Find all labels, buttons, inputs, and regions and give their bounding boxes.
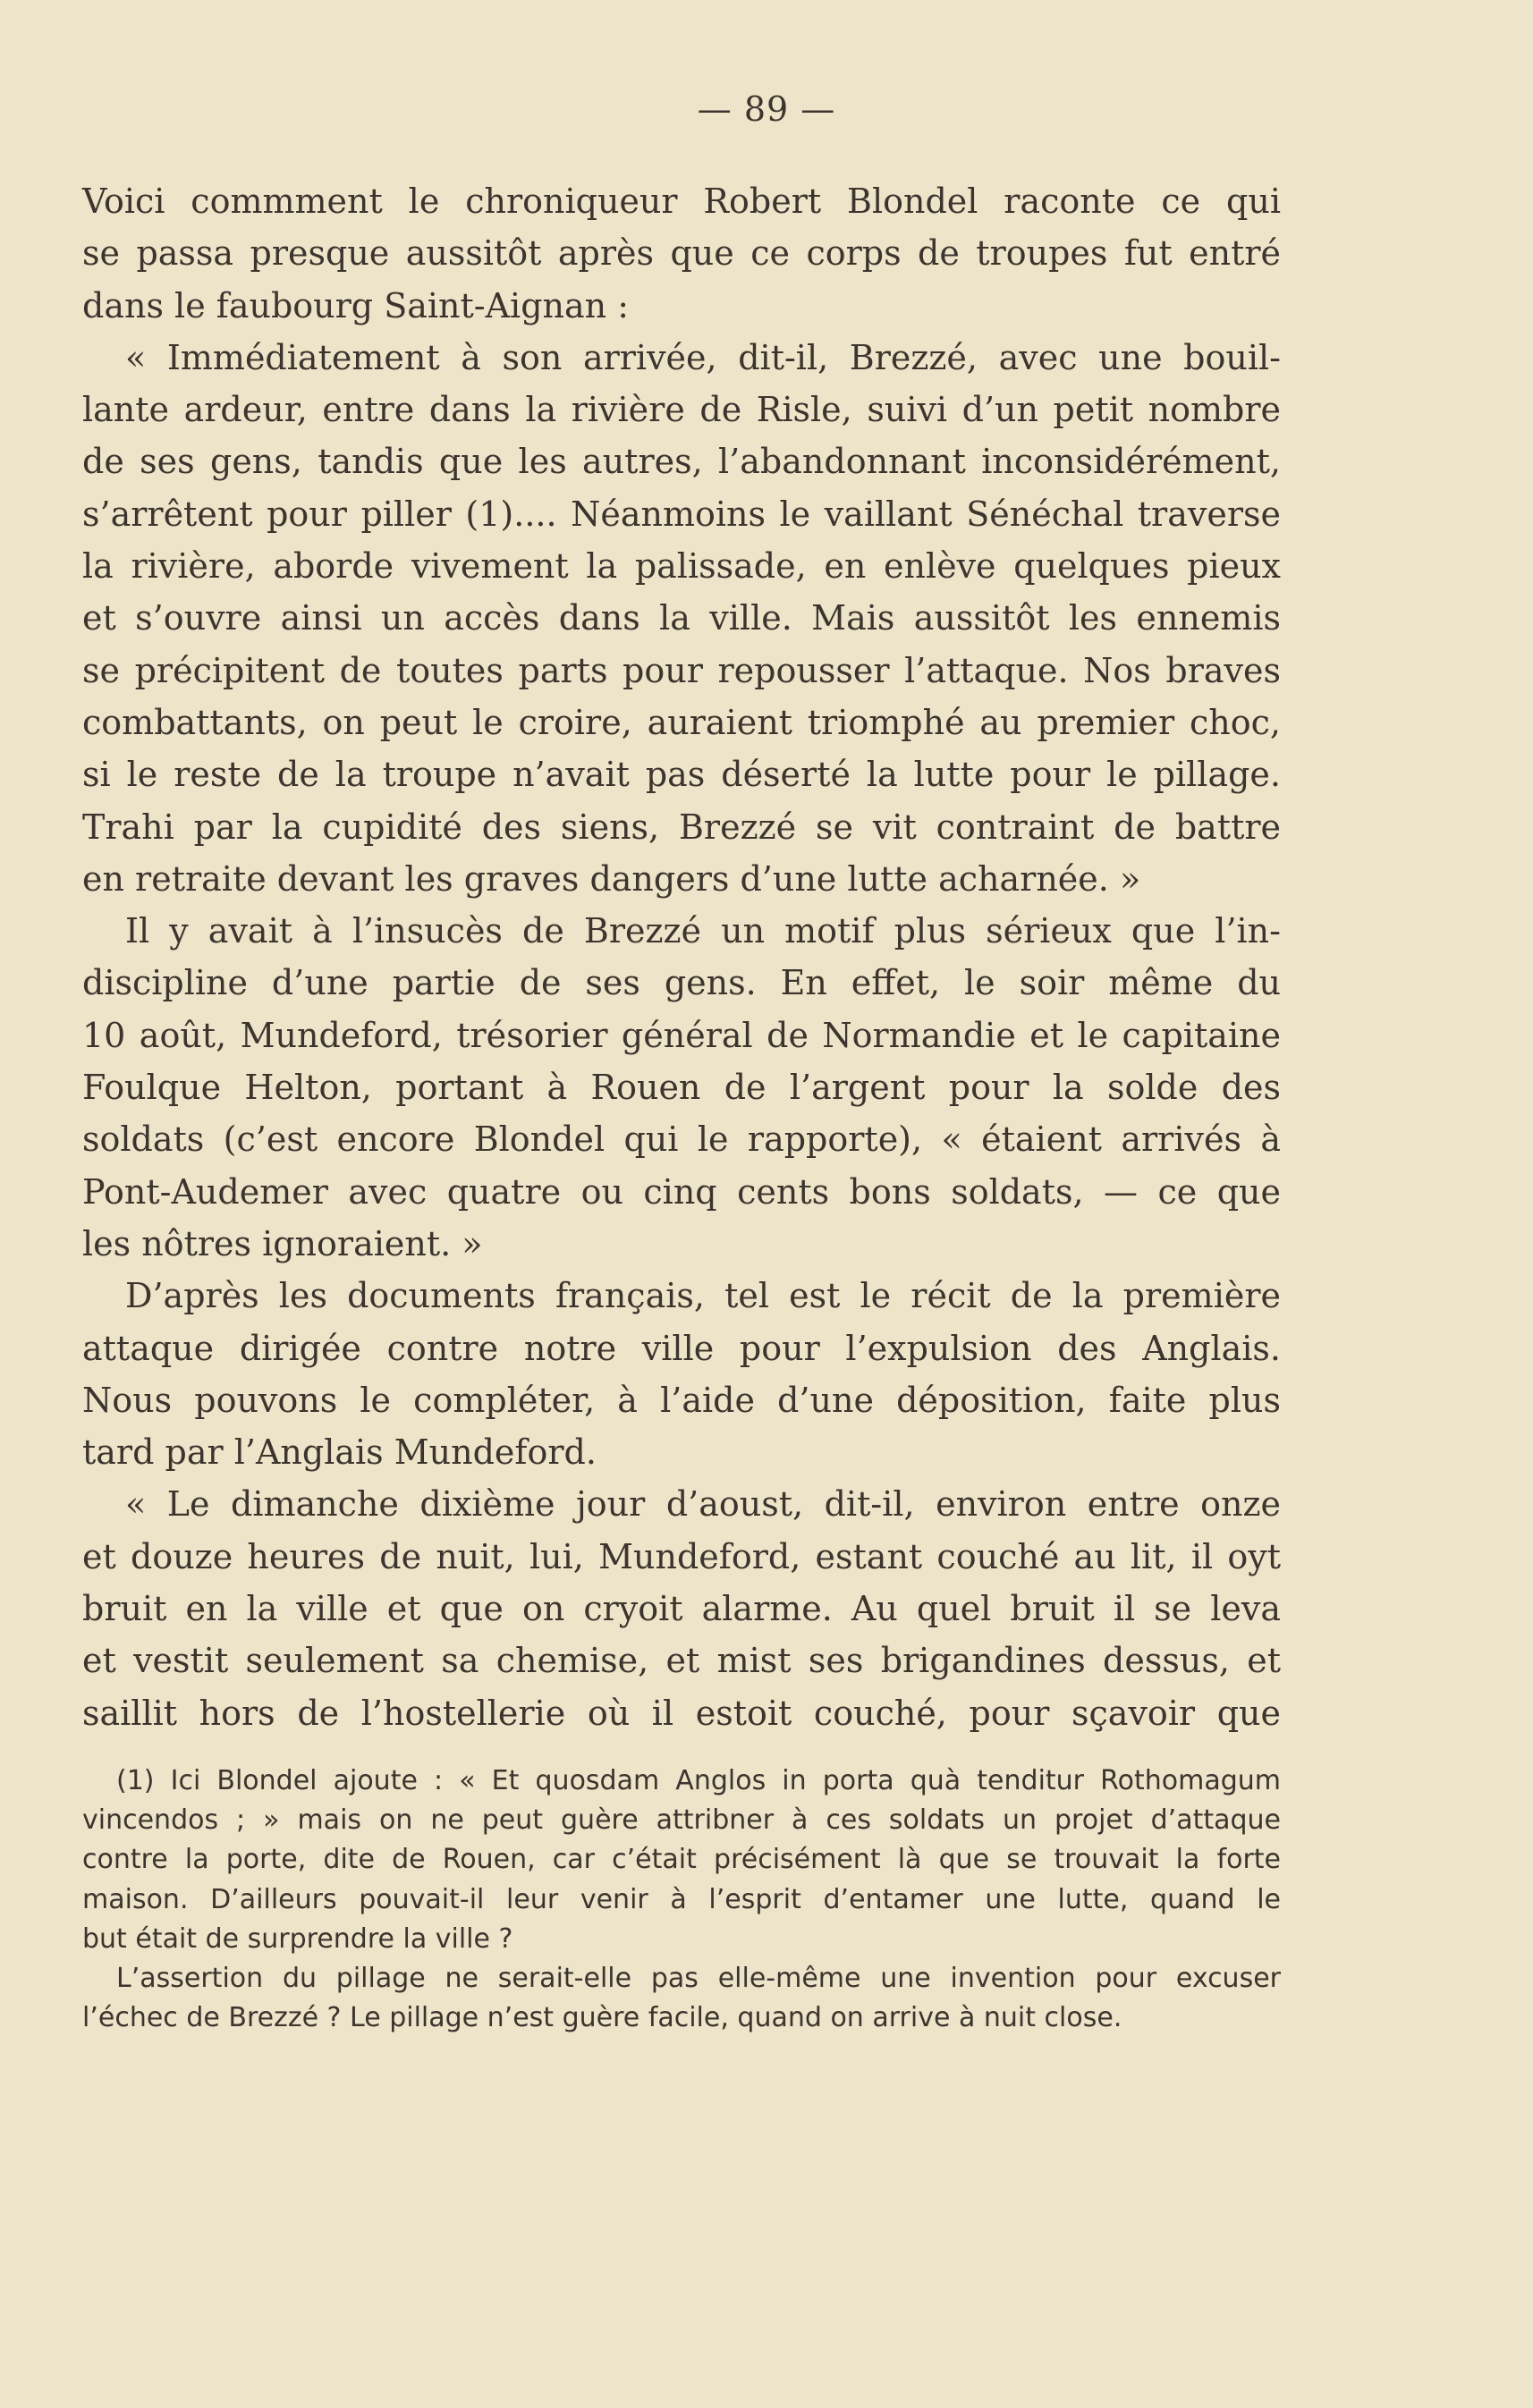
body-line: tard par l’Anglais Mundeford. — [82, 1432, 597, 1473]
body-line: et douze heures de nuit, lui, Mundeford, estant couché au lit, il oyt — [82, 1536, 1281, 1576]
footnote-line: vincendos ; » mais on ne peut guère attribner à ces soldats un projet d’attaque — [82, 1804, 1281, 1837]
body-line: soldats (c’est encore Blondel qui le rapporte), « étaient arrivés à — [82, 1120, 1281, 1160]
footnote-line: but était de surprendre la ville ? — [82, 1922, 513, 1955]
body-line: 10 août, Mundeford, trésorier général de Normandie et le capitaine — [82, 1015, 1281, 1055]
body-line: la rivière, aborde vivement la palissade, en enlève quelques pieux — [82, 546, 1281, 587]
body-line: se passa presque aussitôt après que ce corps de troupes fut entré — [82, 233, 1281, 274]
body-line: de ses gens, tandis que les autres, l’abandonnant inconsidérément, — [82, 442, 1281, 482]
footnote-line: maison. D’ailleurs pouvait-il leur venir à l’esprit d’entamer une lutte, quand le — [82, 1883, 1281, 1915]
footnote-line: (1) Ici Blondel ajoute : « Et quosdam Anglos in porta quà tenditur Rothomagum — [116, 1765, 1281, 1796]
body-line: si le reste de la troupe n’avait pas déserté la lutte pour le pillage. — [82, 755, 1281, 795]
body-line: les nôtres ignoraient. » — [82, 1223, 483, 1263]
body-line: et vestit seulement sa chemise, et mist ses brigandines dessus, et — [82, 1641, 1281, 1681]
body-line: s’arrêtent pour piller (1).... Néanmoins le vaillant Sénéchal traverse — [82, 494, 1281, 534]
body-line: D’après les documents français, tel est le récit de la première — [125, 1276, 1281, 1316]
body-line: « Immédiatement à son arrivée, dit-il, Brezzé, avec une bouil- — [125, 337, 1281, 377]
body-text — [82, 175, 1281, 1739]
body-line: Pont-Audemer avec quatre ou cinq cents bons soldats, — ce que — [82, 1171, 1281, 1212]
page-number: — 89 — — [697, 89, 836, 129]
body-line: Foulque Helton, portant à Rouen de l’argent pour la solde des — [82, 1068, 1281, 1108]
footnote-line: contre la porte, dite de Rouen, car c’était précisément là que se trouvait la forte — [82, 1844, 1281, 1876]
body-line: Trahi par la cupidité des siens, Brezzé se vit contraint de battre — [82, 807, 1281, 847]
body-line: saillit hors de l’hostellerie où il estoit couché, pour sçavoir que — [82, 1693, 1281, 1733]
body-line: se précipitent de toutes parts pour repousser l’attaque. Nos braves — [82, 650, 1281, 690]
footnote-line: L’assertion du pillage ne serait-elle pas elle-même une invention pour excuser — [116, 1962, 1281, 1994]
body-line: et s’ouvre ainsi un accès dans la ville. Mais aussitôt les ennemis — [82, 598, 1281, 638]
body-line: discipline d’une partie de ses gens. En effet, le soir même du — [82, 963, 1281, 1003]
body-line: « Le dimanche dixième jour d’aoust, dit-il, environ entre onze — [125, 1484, 1281, 1525]
footnotes — [82, 1762, 1281, 2038]
body-line: lante ardeur, entre dans la rivière de Risle, suivi d’un petit nombre — [82, 390, 1281, 430]
footnote-line: l’échec de Brezzé ? Le pillage n’est guère facile, quand on arrive à nuit close. — [82, 2002, 1122, 2034]
body-line: Nous pouvons le compléter, à l’aide d’une déposition, faite plus — [82, 1380, 1281, 1420]
body-line: bruit en la ville et que on cryoit alarme. Au quel bruit il se leva — [82, 1589, 1281, 1629]
body-line: attaque dirigée contre notre ville pour l’expulsion des Anglais. — [82, 1328, 1281, 1368]
body-line: Il y avait à l’insucès de Brezzé un motif plus sérieux que l’in- — [125, 911, 1281, 951]
body-line: en retraite devant les graves dangers d’une lutte acharnée. » — [82, 858, 1141, 899]
body-line: dans le faubourg Saint-Aignan : — [82, 285, 630, 325]
body-line: Voici commment le chroniqueur Robert Blondel raconte ce qui — [82, 182, 1281, 221]
body-line: combattants, on peut le croire, auraient triomphé au premier choc, — [82, 702, 1281, 742]
